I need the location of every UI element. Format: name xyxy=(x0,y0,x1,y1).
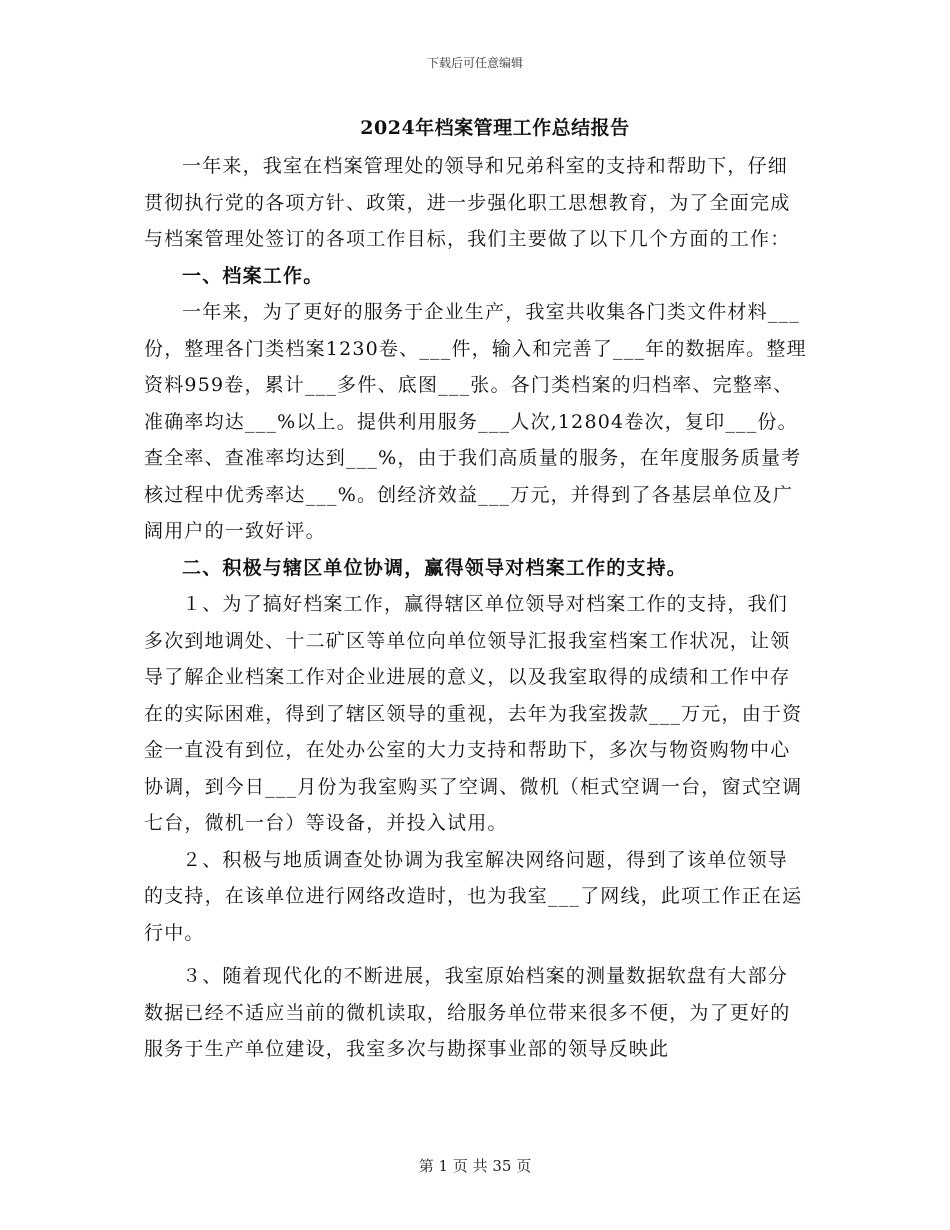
section-heading-archive-work: 一、档案工作。 xyxy=(182,264,324,287)
document-body xyxy=(144,148,808,1068)
paragraph-archive-work: 一年来，为了更好的服务于企业生产，我室共收集各门类文件材料___份，整理各门类档案1230卷、___件，输入和完善了___年的数据库。整理资料959卷，累计___多件、底图___张。各门类档案的归档率、完整率、准确率均达___%以上。提供利用服务___人次,12804卷次，复印___份。查全率、查准率均达到___%，由于我们高质量的服务，在年度服务质量考核过程中优秀率达___%。创经济效益___万元，并得到了各基层单位及广阔用户的一致好评。 xyxy=(144,301,807,542)
paragraph-item-3: ３、随着现代化的不断进展，我室原始档案的测量数据软盘有大部分数据已经不适应当前的微机读取，给服务单位带来很多不便，为了更好的服务于生产单位建设，我室多次与勘探事业部的领导反映此 xyxy=(144,965,791,1060)
paragraph-item-2: ２、积极与地质调查处协调为我室解决网络问题，得到了该单位领导的支持，在该单位进行网络改造时，也为我室___了网线，此项工作正在运行中。 xyxy=(144,848,803,944)
page-footer: 第 1 页 共 35 页 xyxy=(418,1157,532,1175)
document-title: 2024年档案管理工作总结报告 xyxy=(360,117,630,139)
paragraph-intro: 一年来，我室在档案管理处的领导和兄弟科室的支持和帮助下，仔细贯彻执行党的各项方针、政策，进一步强化职工思想教育，为了全面完成与档案管理处签订的各项工作目标，我们主要做了以下几个方面的工作： xyxy=(144,155,791,250)
section-heading-coordination: 二、积极与辖区单位协调，赢得领导对档案工作的支持。 xyxy=(182,556,688,579)
paragraph-item-1: １、为了搞好档案工作，赢得辖区单位领导对档案工作的支持，我们多次到地调处、十二矿区等单位向单位领导汇报我室档案工作状况，让领导了解企业档案工作对企业进展的意义，以及我室取得的成绩和工作中存在的实际困难，得到了辖区领导的重视，去年为我室拨款___万元，由于资金一直没有到位，在处办公室的大力支持和帮助下，多次与物资购物中心协调，到今日___月份为我室购买了空调、微机（柜式空调一台，窗式空调七台，微机一台）等设备，并投入试用。 xyxy=(144,593,803,834)
page-header-note: 下载后可任意编辑 xyxy=(426,56,523,70)
